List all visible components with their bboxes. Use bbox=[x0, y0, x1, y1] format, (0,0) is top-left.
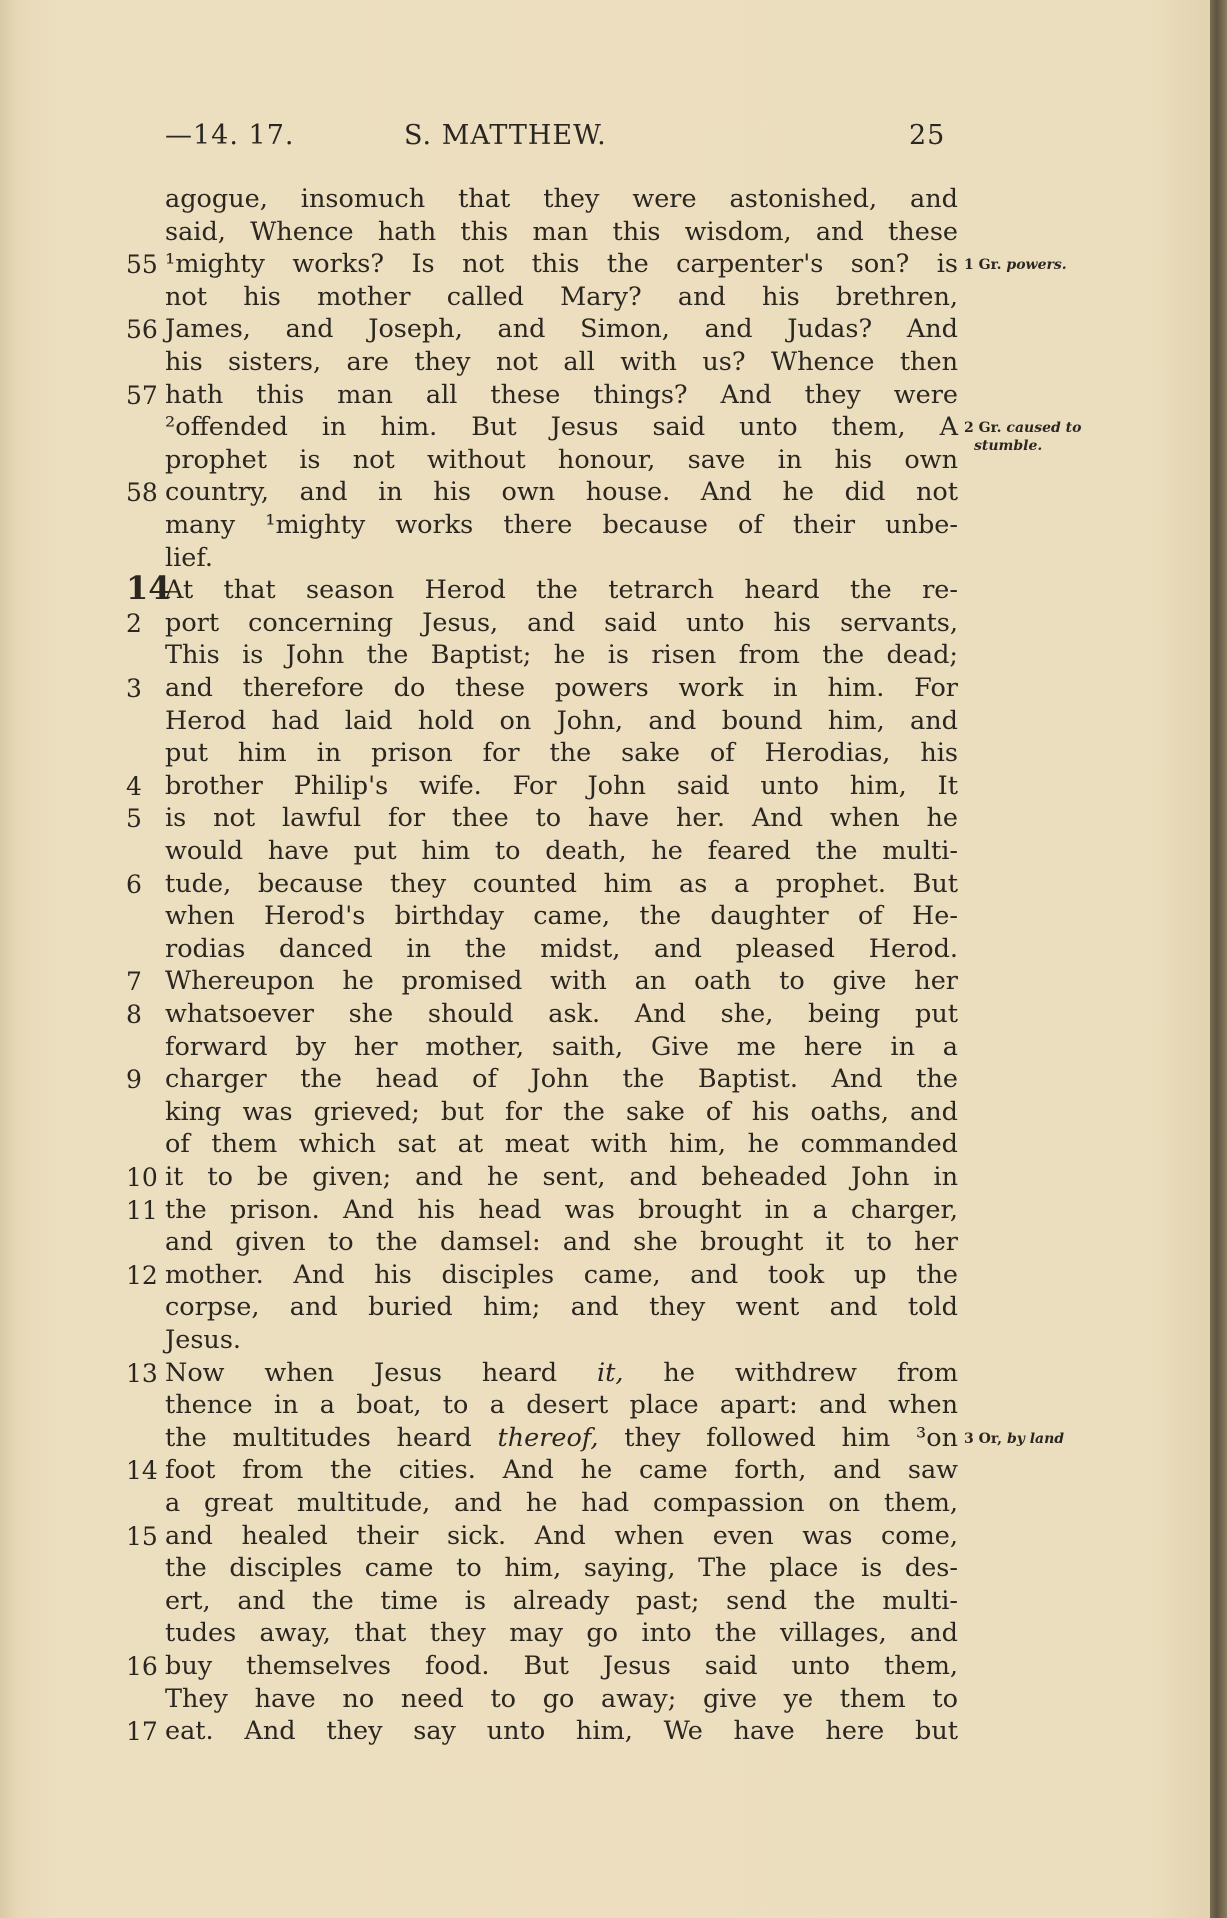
text-line bbox=[165, 933, 958, 966]
text-line bbox=[165, 1389, 958, 1422]
verse-number: 12 bbox=[126, 1260, 158, 1290]
text-run: mother. And his disciples came, and took up the bbox=[165, 1259, 958, 1290]
book-edge bbox=[1210, 0, 1227, 1918]
text-run: the multitudes heard bbox=[165, 1422, 498, 1453]
text-line bbox=[165, 1585, 958, 1618]
note-lead: Gr. bbox=[978, 420, 1002, 437]
text-line bbox=[165, 1291, 958, 1324]
text-line bbox=[165, 607, 958, 640]
text-run: agogue, insomuch that they were astonished, and bbox=[165, 184, 958, 214]
text-line bbox=[165, 476, 958, 509]
note-gloss: caused to bbox=[1006, 420, 1082, 437]
verse-number: 13 bbox=[126, 1358, 158, 1388]
text-run: would have put him to death, he feared the multi- bbox=[165, 836, 958, 866]
text-line bbox=[165, 281, 958, 314]
text-run: Herod had laid hold on John, and bound him, and bbox=[165, 705, 958, 736]
page-number: 25 bbox=[909, 120, 946, 151]
text-run: put him in prison for the sake of Herodias, his bbox=[165, 738, 958, 769]
verse-number: 55 bbox=[126, 250, 158, 280]
text-line bbox=[165, 379, 958, 412]
text-run: Jesus. bbox=[165, 1325, 242, 1355]
text-line bbox=[165, 900, 958, 933]
running-head-title: S. MATTHEW. bbox=[404, 120, 607, 151]
text-run: Whereupon he promised with an oath to give her bbox=[165, 966, 958, 997]
text-line bbox=[165, 1194, 958, 1227]
text-run: charger the head of John the Baptist. And the bbox=[165, 1064, 958, 1095]
text-run: tude, because they counted him as a prophet. But bbox=[165, 868, 958, 899]
text-line bbox=[165, 1324, 958, 1357]
text-run: and healed their sick. And when even was come, bbox=[165, 1520, 958, 1551]
text-line bbox=[165, 1226, 958, 1259]
note-lead: Gr. bbox=[978, 257, 1002, 274]
chapter-number: 14 bbox=[126, 569, 171, 608]
text-run: rodias danced in the midst, and pleased Herod. bbox=[165, 933, 958, 964]
text-run: he withdrew from bbox=[623, 1357, 958, 1388]
verse-number: 14 bbox=[126, 1456, 158, 1486]
verse-number: 6 bbox=[126, 869, 142, 899]
text-run: it to be given; and he sent, and beheaded John in bbox=[165, 1162, 958, 1192]
text-run: foot from the cities. And he came forth, and saw bbox=[165, 1455, 958, 1486]
margin-note bbox=[964, 256, 1067, 274]
verse-number: 16 bbox=[126, 1652, 158, 1681]
text-line bbox=[165, 574, 958, 607]
text-line bbox=[165, 1617, 958, 1650]
text-run: hath this man all these things? And they were bbox=[165, 379, 958, 410]
text-line bbox=[165, 1552, 958, 1585]
text-line bbox=[165, 509, 958, 542]
text-line bbox=[165, 1096, 958, 1129]
text-run: the prison. And his head was brought in a charger, bbox=[165, 1194, 958, 1225]
verse-number: 4 bbox=[126, 771, 142, 801]
text-line bbox=[165, 1259, 958, 1292]
note-gloss: by land bbox=[1006, 1430, 1065, 1447]
text-line bbox=[165, 183, 958, 216]
text-run: country, and in his own house. And he did not bbox=[165, 477, 958, 508]
verse-number: 15 bbox=[126, 1521, 158, 1551]
text-run: his sisters, are they not all with us? Whence then bbox=[165, 347, 958, 377]
verse-number: 7 bbox=[126, 967, 142, 997]
text-line bbox=[165, 1357, 958, 1390]
text-line bbox=[165, 1650, 958, 1683]
text-run: Now when Jesus heard bbox=[165, 1357, 598, 1388]
text-run: lief. bbox=[165, 542, 214, 573]
text-line bbox=[165, 1063, 958, 1096]
text-run: forward by her mother, saith, Give me here in a bbox=[165, 1031, 958, 1062]
text-run: thence in a boat, to a desert place apart: and when bbox=[165, 1390, 958, 1421]
text-run: king was grieved; but for the sake of his oaths, and bbox=[165, 1096, 958, 1127]
text-line bbox=[165, 639, 958, 672]
text-line bbox=[165, 802, 958, 835]
text-run: port concerning Jesus, and said unto his servants, bbox=[165, 607, 958, 638]
text-run: This is John the Baptist; he is risen from the dead; bbox=[165, 640, 958, 671]
note-gloss-cont: stumble. bbox=[974, 438, 1043, 455]
text-line bbox=[165, 248, 958, 281]
verse-number: 11 bbox=[126, 1195, 158, 1225]
text-line bbox=[165, 313, 958, 346]
verse-number: 10 bbox=[126, 1163, 158, 1192]
text-line bbox=[165, 770, 958, 803]
text-line bbox=[165, 737, 958, 770]
text-run: They have no need to go away; give ye them to bbox=[165, 1683, 958, 1714]
text-run: said, Whence hath this man this wisdom, and these bbox=[165, 216, 958, 247]
text-line bbox=[165, 868, 958, 901]
text-line bbox=[165, 1422, 958, 1455]
running-head-reference: —14. 17. bbox=[165, 120, 295, 151]
text-line bbox=[165, 1683, 958, 1716]
note-number: 2 bbox=[964, 420, 974, 437]
text-run: many ¹mighty works there because of their unbe- bbox=[165, 510, 958, 540]
text-line bbox=[165, 1520, 958, 1553]
verse-number: 58 bbox=[126, 478, 158, 508]
text-line bbox=[165, 1128, 958, 1161]
verse-number: 56 bbox=[126, 315, 158, 345]
text-run: a great multitude, and he had compassion on them, bbox=[165, 1488, 958, 1518]
text-run: tudes away, that they may go into the villages, and bbox=[165, 1618, 958, 1649]
text-run: corpse, and buried him; and they went and told bbox=[165, 1292, 958, 1323]
note-number: 3 bbox=[964, 1430, 974, 1447]
text-line bbox=[165, 444, 958, 477]
verse-number: 57 bbox=[126, 380, 158, 410]
verse-number: 2 bbox=[126, 608, 142, 638]
text-line bbox=[165, 346, 958, 379]
text-line bbox=[165, 705, 958, 738]
verse-number: 9 bbox=[126, 1065, 142, 1095]
text-line bbox=[165, 216, 958, 249]
text-run: whatsoever she should ask. And she, being put bbox=[165, 999, 958, 1029]
verse-number: 8 bbox=[126, 1000, 142, 1029]
text-line bbox=[165, 542, 958, 575]
text-line bbox=[165, 1715, 958, 1748]
verse-number: 5 bbox=[126, 804, 142, 834]
text-run: At that season Herod the tetrarch heard the re- bbox=[165, 575, 958, 606]
text-line bbox=[165, 411, 958, 444]
italic-text: it, bbox=[597, 1357, 624, 1388]
text-run: of them which sat at meat with him, he commanded bbox=[165, 1129, 958, 1160]
text-run: prophet is not without honour, save in his own bbox=[165, 444, 958, 475]
text-line bbox=[165, 672, 958, 705]
text-run: and given to the damsel: and she brought it to her bbox=[165, 1227, 958, 1258]
text-run: and therefore do these powers work in him. For bbox=[165, 673, 958, 703]
text-run: buy themselves food. But Jesus said unto them, bbox=[165, 1651, 958, 1681]
text-run: ²offended in him. But Jesus said unto them, A bbox=[165, 412, 958, 443]
italic-text: thereof, bbox=[497, 1422, 599, 1453]
margin-note bbox=[964, 419, 1081, 455]
text-run: when Herod's birthday came, the daughter of He- bbox=[165, 901, 958, 932]
text-line bbox=[165, 1161, 958, 1194]
margin-note bbox=[964, 1430, 1064, 1448]
note-lead: Or, bbox=[978, 1430, 1003, 1447]
text-line bbox=[165, 1487, 958, 1520]
text-run: eat. And they say unto him, We have here but bbox=[165, 1716, 958, 1747]
text-run: is not lawful for thee to have her. And when he bbox=[165, 803, 958, 834]
text-run: they followed him ³on bbox=[598, 1422, 958, 1453]
text-run: not his mother called Mary? and his brethren, bbox=[165, 281, 958, 312]
note-gloss: powers. bbox=[1006, 257, 1067, 274]
text-line bbox=[165, 965, 958, 998]
verse-number: 3 bbox=[126, 674, 142, 703]
text-line bbox=[165, 1454, 958, 1487]
text-run: James, and Joseph, and Simon, and Judas? And bbox=[165, 314, 958, 345]
text-run: ert, and the time is already past; send the multi- bbox=[165, 1585, 958, 1616]
text-line bbox=[165, 1031, 958, 1064]
verse-number: 17 bbox=[126, 1717, 158, 1747]
text-run: ¹mighty works? Is not this the carpenter's son? is bbox=[165, 249, 958, 280]
text-line bbox=[165, 998, 958, 1031]
text-run: brother Philip's wife. For John said unto him, It bbox=[165, 770, 958, 801]
text-line bbox=[165, 835, 958, 868]
text-run: the disciples came to him, saying, The place is des- bbox=[165, 1553, 958, 1584]
note-number: 1 bbox=[964, 257, 974, 274]
